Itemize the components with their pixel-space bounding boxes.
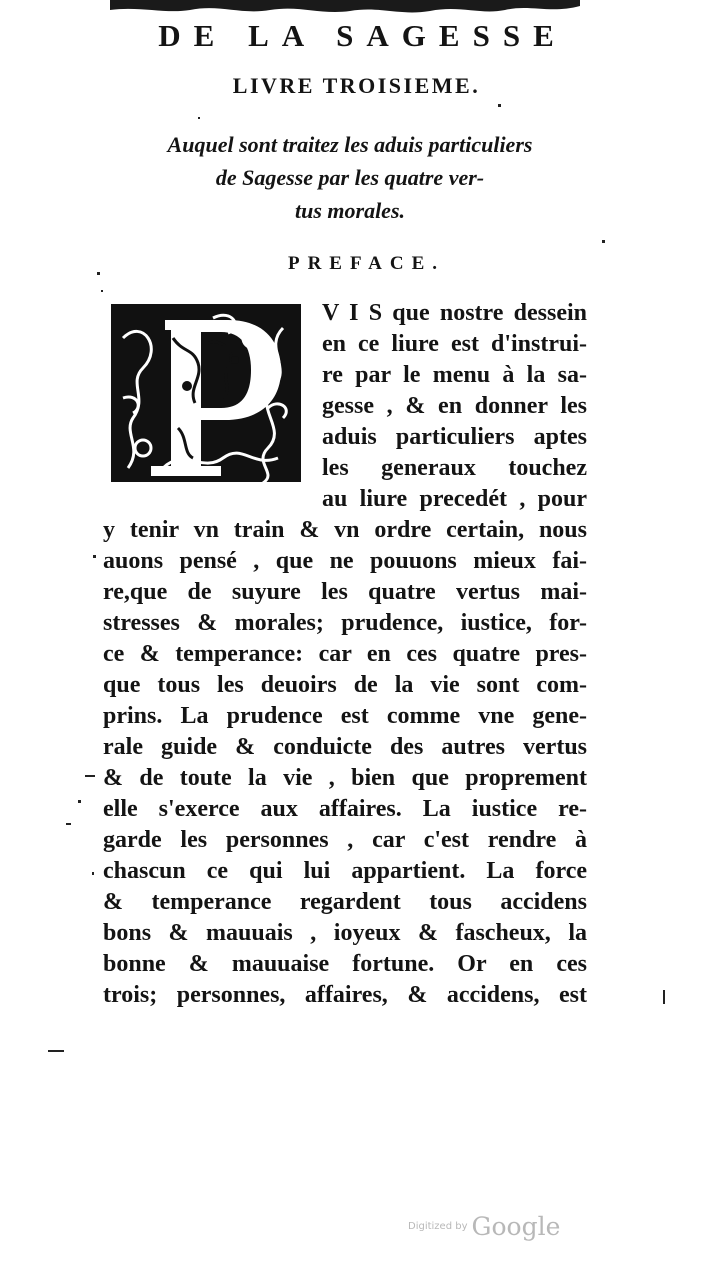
digitized-by-google-watermark xyxy=(408,1212,568,1252)
body-line: que tous les deuoirs de la vie sont com- xyxy=(103,672,587,698)
speck xyxy=(85,775,95,777)
speck xyxy=(602,240,605,243)
body-line: elle s'exerce aux affaires. La iustice re- xyxy=(103,796,587,822)
ornamented-initial-p-icon xyxy=(103,298,310,490)
body-line: en ce liure est d'instrui- xyxy=(322,331,587,357)
book-title: LIVRE TROISIEME. xyxy=(232,73,481,98)
body-line: chascun ce qui lui appartient. La force xyxy=(103,858,587,884)
speck xyxy=(97,272,100,275)
body-line: ce & temperance: car en ces quatre pres- xyxy=(103,641,587,667)
body-line: au liure precedét , pour xyxy=(322,486,587,512)
speck xyxy=(198,117,200,119)
body-line: y tenir vn train & vn ordre certain, nous xyxy=(103,517,587,543)
body-line: bons & mauuais , ioyeux & fascheux, la xyxy=(103,920,587,946)
book-subtitle xyxy=(100,128,600,227)
body-line: bonne & mauuaise fortune. Or en ces xyxy=(103,951,587,977)
body-line: gesse , & en donner les xyxy=(322,393,587,419)
body-line: prins. La prudence est comme vne gene- xyxy=(103,703,587,729)
body-line: auons pensé , que ne pouuons mieux fai- xyxy=(103,548,587,574)
speck xyxy=(498,104,501,107)
body-line: rale guide & conduicte des autres vertus xyxy=(103,734,587,760)
speck xyxy=(66,823,71,825)
body-line: aduis particuliers aptes xyxy=(322,424,587,450)
section-heading: PREFACE. xyxy=(287,253,446,274)
body-line: & temperance regardent tous accidens xyxy=(103,889,587,915)
body-line: V I S que nostre dessein xyxy=(322,300,587,326)
body-line: trois; personnes, affaires, & accidens, est xyxy=(103,982,587,1008)
body-line: re par le menu à la sa- xyxy=(322,362,587,388)
speck xyxy=(101,290,103,292)
speck xyxy=(663,990,665,1004)
body-line: garde les personnes , car c'est rendre à xyxy=(103,827,587,853)
watermark-prefix: Digitized by xyxy=(408,1221,468,1232)
speck xyxy=(92,872,94,875)
running-title: DE LA SAGESSE xyxy=(158,18,567,53)
body-line: & de toute la vie , bien que proprement xyxy=(103,765,587,791)
subtitle-line: tus morales. xyxy=(294,198,406,223)
top-ornament-band xyxy=(110,0,580,16)
body-line: stresses & morales; prudence, iustice, for- xyxy=(103,610,587,636)
subtitle-line: Auquel sont traitez les aduis particuliers xyxy=(167,132,533,157)
body-line: les generaux touchez xyxy=(322,455,587,481)
body-line: re,que de suyure les quatre vertus mai- xyxy=(103,579,587,605)
subtitle-line: de Sagesse par les quatre ver- xyxy=(215,165,485,190)
google-logo-text: Google xyxy=(471,1212,561,1241)
speck xyxy=(48,1050,64,1052)
speck xyxy=(93,555,96,558)
speck xyxy=(78,800,81,803)
